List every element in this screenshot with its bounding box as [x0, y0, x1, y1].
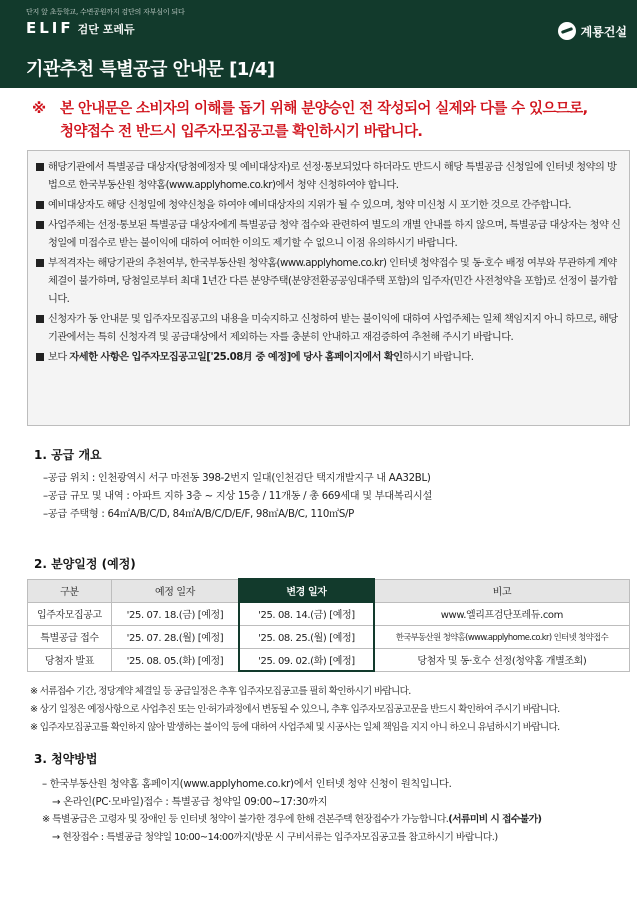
builder-logo-icon: [558, 22, 576, 40]
table-cell: www.엘리프검단포레듀.com: [374, 602, 630, 625]
table-cell: 특별공급 접수: [28, 625, 112, 648]
table-cell: '25. 09. 02.(화) [예정]: [239, 648, 374, 671]
info-bullet: 사업주체는 선정·통보된 특별공급 대상자에게 특별공급 청약 접수와 관련하여 별도의 개별 안내를 하지 않으며, 특별공급 대상자는 청약 신청일에 미접수로 받는 불이익에 대하여 어떠한 이의도 제기할 수 없으니 이점 유의하시기 바랍니다.: [36, 217, 621, 253]
method-line-1: – 한국부동산원 청약홈 홈페이지(www.applyhome.co.kr)에서 인터넷 청약 신청이 원칙입니다.: [42, 779, 452, 790]
warning-notice: [32, 98, 630, 144]
column-header: 비고: [374, 579, 630, 602]
info-last-bold: 자세한 사항은 입주자모집공고일['25.08月 중 예정]에 당사 홈페이지에서 확인: [69, 352, 403, 363]
table-cell: '25. 08. 05.(화) [예정]: [111, 648, 239, 671]
table-cell: 한국부동산원 청약홈(www.applyhome.co.kr) 인터넷 청약접수: [374, 625, 630, 648]
method-line-4: → 현장접수 : 특별공급 청약일 10:00~14:00까지(방문 시 구비서류는 입주자모집공고를 참고하시기 바랍니다.): [52, 832, 498, 843]
warning-line-1: 본 안내문은 소비자의 이해를 돕기 위해 분양승인 전 작성되어 실제와 다를 수 있으므로,: [60, 101, 588, 117]
table-row: [28, 648, 630, 671]
builder-logo: [558, 22, 627, 40]
schedule-table: [27, 578, 630, 672]
info-bullet: 부적격자는 해당기관의 추천여부, 한국부동산원 청약홈(www.applyhome.co.kr) 인터넷 청약접수 및 동·호수 배정 여부와 무관하게 계약체결이 불가하며, 당첨일로부터 최대 1년간 다른 분양주택(분양전환공공임대주택 포함)의 입주자(민간 사전청약을 포함)로 선정이 불가합니다.: [36, 255, 621, 309]
section-title-method: 3. 청약방법: [34, 752, 98, 766]
builder-name: 계룡건설: [580, 24, 627, 39]
schedule-note: ※ 서류접수 기간, 정당계약 체결일 등 공급일정은 추후 입주자모집공고를 필히 확인하시기 바랍니다.: [30, 686, 411, 697]
table-cell: '25. 08. 14.(금) [예정]: [239, 602, 374, 625]
schedule-note: ※ 입주자모집공고를 확인하지 않아 발생하는 불이익 등에 대하여 사업주체 및 시공사는 일체 책임을 지지 아니 하오니 유념하시기 바랍니다.: [30, 722, 560, 733]
table-header-row: [28, 579, 630, 602]
info-last-post: 하시기 바랍니다.: [402, 352, 474, 363]
table-row: [28, 625, 630, 648]
brand-name: ELIF: [26, 19, 74, 37]
section-title-supply: 1. 공급 개요: [34, 448, 102, 462]
section-title-schedule: 2. 분양일정 (예정): [34, 557, 136, 571]
table-cell: '25. 07. 28.(월) [예정]: [111, 625, 239, 648]
info-last-pre: 보다: [48, 352, 70, 363]
brand-sub: 검단 포레듀: [77, 23, 135, 36]
table-cell: '25. 08. 25.(월) [예정]: [239, 625, 374, 648]
method-line-2: → 온라인(PC·모바일)접수 : 특별공급 청약일 09:00~17:30까지: [52, 797, 328, 808]
table-cell: 당첨자 발표: [28, 648, 112, 671]
method-line-3-bold: (서류미비 시 접수불가): [448, 814, 542, 825]
method-line-3-text: ※ 특별공급은 고령자 및 장애인 등 인터넷 청약이 불가한 경우에 한해 견본주택 현장접수가 가능합니다.: [42, 814, 449, 825]
supply-location: –공급 위치 : 인천광역시 서구 마전동 398-2번지 일대(인천검단 택지개발지구 내 AA32BL): [43, 473, 431, 484]
brand-logo: [26, 19, 135, 37]
method-line-3: [42, 811, 541, 825]
supply-scale: –공급 규모 및 내역 : 아파트 지하 3층 ~ 지상 15층 / 11개동 / 총 669세대 및 부대복리시설: [43, 491, 432, 502]
supply-types: –공급 주택형 : 64㎡A/B/C/D, 84㎡A/B/C/D/E/F, 98㎡A/B/C, 110㎡S/P: [43, 509, 355, 520]
page-title: 기관추천 특별공급 안내문 [1/4]: [26, 59, 275, 80]
header-banner: [0, 0, 637, 88]
schedule-note: ※ 상기 일정은 예정사항으로 사업추진 또는 인·허가과정에서 변동될 수 있으니, 추후 입주자모집공고문을 반드시 확인하여 주시기 바랍니다.: [30, 704, 560, 715]
table-row: [28, 602, 630, 625]
column-header: 구분: [28, 579, 112, 602]
reference-mark: ※: [32, 101, 46, 117]
warning-line-2: 청약접수 전 반드시 입주자모집공고를 확인하시기 바랍니다.: [60, 124, 423, 140]
info-bullet: 해당기관에서 특별공급 대상자(당첨예정자 및 예비대상자)로 선정·통보되었다 하더라도 반드시 해당 특별공급 신청일에 인터넷 청약의 방법으로 한국부동산원 청약홈(www.applyhome.co.kr)에서 청약 신청하여야 합니다.: [36, 159, 621, 195]
info-bullet: 예비대상자도 해당 신청일에 청약신청을 하여야 예비대상자의 지위가 될 수 있으며, 청약 미신청 시 포기한 것으로 간주합니다.: [36, 197, 621, 215]
info-bullet-last: [36, 349, 621, 367]
tagline: 단지 앞 초등학교, 수변공원까지 검단의 자부심이 되다: [26, 8, 185, 16]
table-cell: 입주자모집공고: [28, 602, 112, 625]
info-box: [27, 150, 630, 426]
column-header: 예정 일자: [111, 579, 239, 602]
table-cell: '25. 07. 18.(금) [예정]: [111, 602, 239, 625]
info-bullet: 신청자가 동 안내문 및 입주자모집공고의 내용을 미숙지하고 신청하여 받는 불이익에 대하여 사업주체는 일체 책임지지 아니 하므로, 해당 기관에서는 특히 신청자격 및 공급대상에서 제외하는 자를 충분히 안내하고 재검증하여 추천해 주시기 바랍니다.: [36, 311, 621, 347]
table-cell: 당첨자 및 동·호수 선정(청약홈 개별조회): [374, 648, 630, 671]
column-header-highlight: 변경 일자: [239, 579, 374, 602]
